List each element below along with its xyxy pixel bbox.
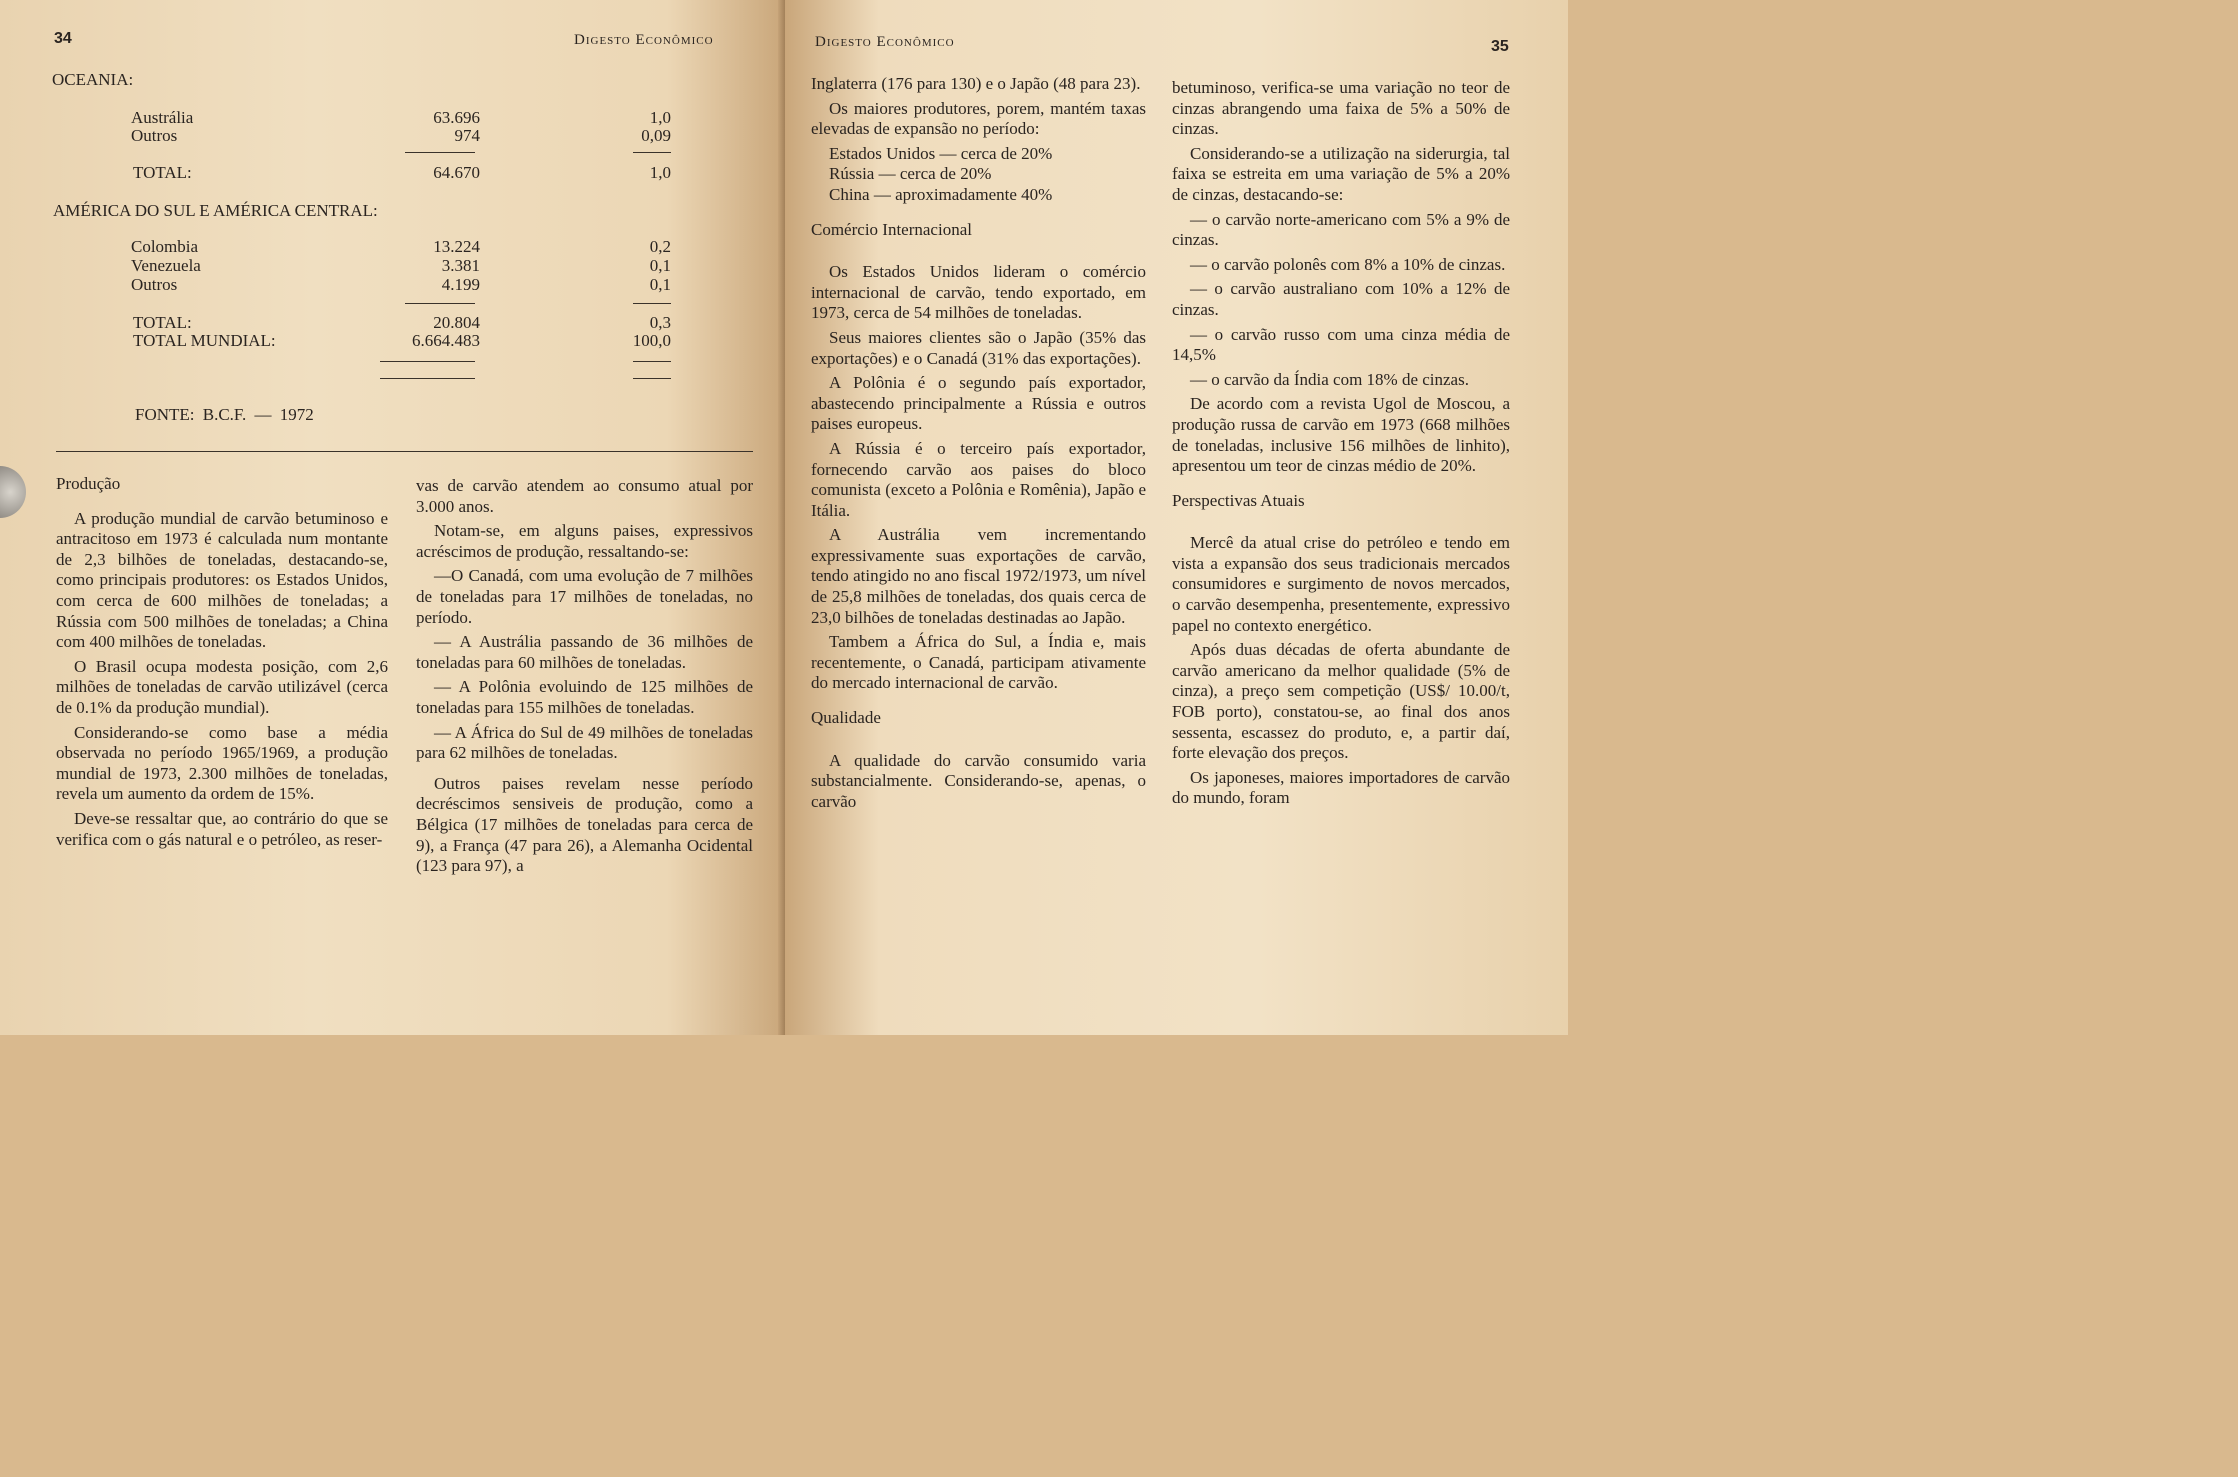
list-item: Estados Unidos — cerca de 20% xyxy=(829,143,1053,163)
table-section-header: OCEANIA: xyxy=(52,70,134,89)
table-row-value: 13.224 xyxy=(433,237,480,256)
paragraph: —O Canadá, com uma evolução de 7 milhões de toneladas para 17 milhões de toneladas, no período. xyxy=(416,566,753,627)
paragraph: Seus maiores clientes são o Japão (35% das exportações) e o Canadá (31% das exportações). xyxy=(811,327,1146,368)
table-total-value: 20.804 xyxy=(433,313,480,332)
paragraph: A produção mundial de carvão betuminoso e antracitoso em 1973 é calculada num montante de 2,3 bilhões de toneladas, destacando-se, como principais produtores: os Estados Unidos, com cerca de 600 milhões de toneladas; a Rússia com 500 milhões de toneladas; a China com 400 milhões de toneladas. xyxy=(56,508,388,652)
section-divider xyxy=(56,451,753,452)
table-row-name: Colombia xyxy=(131,237,199,256)
table-row-value: 4.199 xyxy=(441,275,480,294)
table-total-label: TOTAL: xyxy=(133,163,192,182)
list-item: Rússia — cerca de 20% xyxy=(829,164,992,184)
table-section-header: AMÉRICA DO SUL E AMÉRICA CENTRAL: xyxy=(53,201,378,220)
section-heading: Perspectivas Atuais xyxy=(1172,490,1305,510)
page-number: 35 xyxy=(1491,38,1509,55)
table-row-name: Outros xyxy=(131,126,178,145)
paragraph: — A Austrália passando de 36 milhões de toneladas para 60 milhões de toneladas. xyxy=(416,632,753,672)
table-world-total-label: TOTAL MUNDIAL: xyxy=(133,331,276,350)
book-spread xyxy=(0,0,1568,1035)
running-head: Digesto Econômico xyxy=(815,34,955,50)
table-world-total-pct: 100,0 xyxy=(632,331,671,350)
table-rule xyxy=(380,378,475,379)
table-total-pct: 1,0 xyxy=(649,163,671,182)
table-row-value: 974 xyxy=(454,126,480,145)
paragraph: A Polônia é o segundo país exportador, abastecendo principalmente a Rússia e outros paises europeus. xyxy=(811,373,1146,434)
table-row-value: 3.381 xyxy=(441,256,480,275)
paragraph: Notam-se, em alguns paises, expressivos acréscimos de produção, ressaltando-se: xyxy=(416,521,753,561)
table-row-pct: 0,1 xyxy=(649,256,671,275)
list-item: China — aproximadamente 40% xyxy=(829,184,1053,204)
table-row-pct: 1,0 xyxy=(649,108,671,127)
paragraph: Considerando-se a utilização na siderurgia, tal faixa se estreita em uma variação de 5% a 20% de cinzas, destacando-se: xyxy=(1172,143,1510,204)
paragraph: Inglaterra (176 para 130) e o Japão (48 para 23). xyxy=(811,74,1141,93)
paragraph: Os Estados Unidos lideram o comércio internacional de carvão, tendo exportado, em 1973, cerca de 54 milhões de toneladas. xyxy=(811,262,1146,323)
table-rule xyxy=(633,303,671,304)
table-source: FONTE: B.C.F. — 1972 xyxy=(135,405,314,424)
paragraph: Os japoneses, maiores importadores de carvão do mundo, foram xyxy=(1172,767,1510,808)
right-page xyxy=(785,0,1568,1035)
producers-list xyxy=(811,144,1146,206)
paragraph: betuminoso, verifica-se uma variação no teor de cinzas abrangendo uma faixa de 5% a 50% de cinzas. xyxy=(1172,78,1510,139)
paragraph: — o carvão norte-americano com 5% a 9% de cinzas. xyxy=(1172,209,1510,250)
table-rule xyxy=(633,378,671,379)
paragraph: — o carvão australiano com 10% a 12% de cinzas. xyxy=(1172,279,1510,319)
page-tab-marker xyxy=(0,466,26,518)
table-row-pct: 0,2 xyxy=(649,237,671,256)
section-heading: Produção xyxy=(56,474,121,493)
table-total-label: TOTAL: xyxy=(133,313,192,332)
paragraph: Considerando-se como base a média observada no período 1965/1969, a produção mundial de 1973, 2.300 milhões de toneladas, revela um aumento da ordem de 15%. xyxy=(56,722,388,804)
section-heading: Comércio Internacional xyxy=(811,219,972,239)
paragraph: Mercê da atual crise do petróleo e tendo em vista a expansão dos seus tradicionais mercados consumidores e surgimento de novos mercados, o carvão desempenha, presentemente, expressivo papel no contexto energético. xyxy=(1172,533,1510,635)
table-rule xyxy=(633,152,671,153)
text-column-left-2 xyxy=(416,476,753,881)
table-rule xyxy=(405,303,475,304)
paragraph: vas de carvão atendem ao consumo atual por 3.000 anos. xyxy=(416,476,753,516)
paragraph: — o carvão russo com uma cinza média de 14,5% xyxy=(1172,324,1510,365)
text-column-left-1 xyxy=(56,474,388,854)
table-row-name: Austrália xyxy=(131,108,194,127)
paragraph: Deve-se ressaltar que, ao contrário do que se verifica com o gás natural e o petróleo, as reser- xyxy=(56,808,388,849)
table-row-name: Outros xyxy=(131,275,178,294)
text-column-right-2 xyxy=(1172,78,1510,813)
table-total-value: 64.670 xyxy=(433,163,480,182)
paragraph: — A África do Sul de 49 milhões de toneladas para 62 milhões de toneladas. xyxy=(416,722,753,763)
table-row-value: 63.696 xyxy=(433,108,480,127)
paragraph: — A Polônia evoluindo de 125 milhões de toneladas para 155 milhões de toneladas. xyxy=(416,677,753,717)
paragraph: O Brasil ocupa modesta posição, com 2,6 milhões de toneladas de carvão utilizável (cerca de 0.1% da produção mundial). xyxy=(56,656,388,717)
paragraph: Após duas décadas de oferta abundante de carvão americano da melhor qualidade (5% de cinza), a preço sem competição (US$/ 10.00/t, FOB porto), constatou-se, ao final dos anos sessenta, escassez do produto, e, a partir daí, forte elevação dos preços. xyxy=(1172,640,1510,763)
table-rule xyxy=(633,361,671,362)
table-rule xyxy=(405,152,475,153)
table-rule xyxy=(380,361,475,362)
section-heading: Qualidade xyxy=(811,708,881,728)
paragraph: A Rússia é o terceiro país exportador, fornecendo carvão aos paises do bloco comunista (exceto a Polônia e Romênia), Japão e Itália. xyxy=(811,438,1146,520)
running-head: Digesto Econômico xyxy=(574,32,714,48)
left-page xyxy=(0,0,785,1035)
paragraph: Tambem a África do Sul, a Índia e, mais recentemente, o Canadá, participam ativamente do mercado internacional de carvão. xyxy=(811,632,1146,693)
table-row-pct: 0,1 xyxy=(649,275,671,294)
paragraph: Outros paises revelam nesse período decréscimos sensiveis de produção, como a Bélgica (17 milhões de toneladas para cerca de 9), a França (47 para 26), a Alemanha Ocidental (123 para 97), a xyxy=(416,773,753,876)
table-row-name: Venezuela xyxy=(131,256,201,275)
table-row-pct: 0,09 xyxy=(641,126,671,145)
table-total-pct: 0,3 xyxy=(649,313,671,332)
text-column-right-1 xyxy=(811,74,1146,816)
paragraph: — o carvão da Índia com 18% de cinzas. xyxy=(1190,369,1469,389)
paragraph: — o carvão polonês com 8% a 10% de cinzas. xyxy=(1190,254,1506,274)
paragraph: A qualidade do carvão consumido varia substancialmente. Considerando-se, apenas, o carvão xyxy=(811,750,1146,811)
table-world-total-value: 6.664.483 xyxy=(412,331,480,350)
paragraph: Os maiores produtores, porem, mantém taxas elevadas de expansão no período: xyxy=(811,98,1146,139)
paragraph: De acordo com a revista Ugol de Moscou, a produção russa de carvão em 1973 (668 milhões de toneladas, inclusive 156 milhões de linhito), apresentou um teor de cinzas médio de 20%. xyxy=(1172,394,1510,476)
page-number: 34 xyxy=(54,30,72,47)
paragraph: A Austrália vem incrementando expressivamente suas exportações de carvão, tendo atingido no ano fiscal 1972/1973, um nível de 25,8 milhões de toneladas, dos quais cerca de 23,0 bilhões de toneladas destinadas ao Japão. xyxy=(811,525,1146,627)
